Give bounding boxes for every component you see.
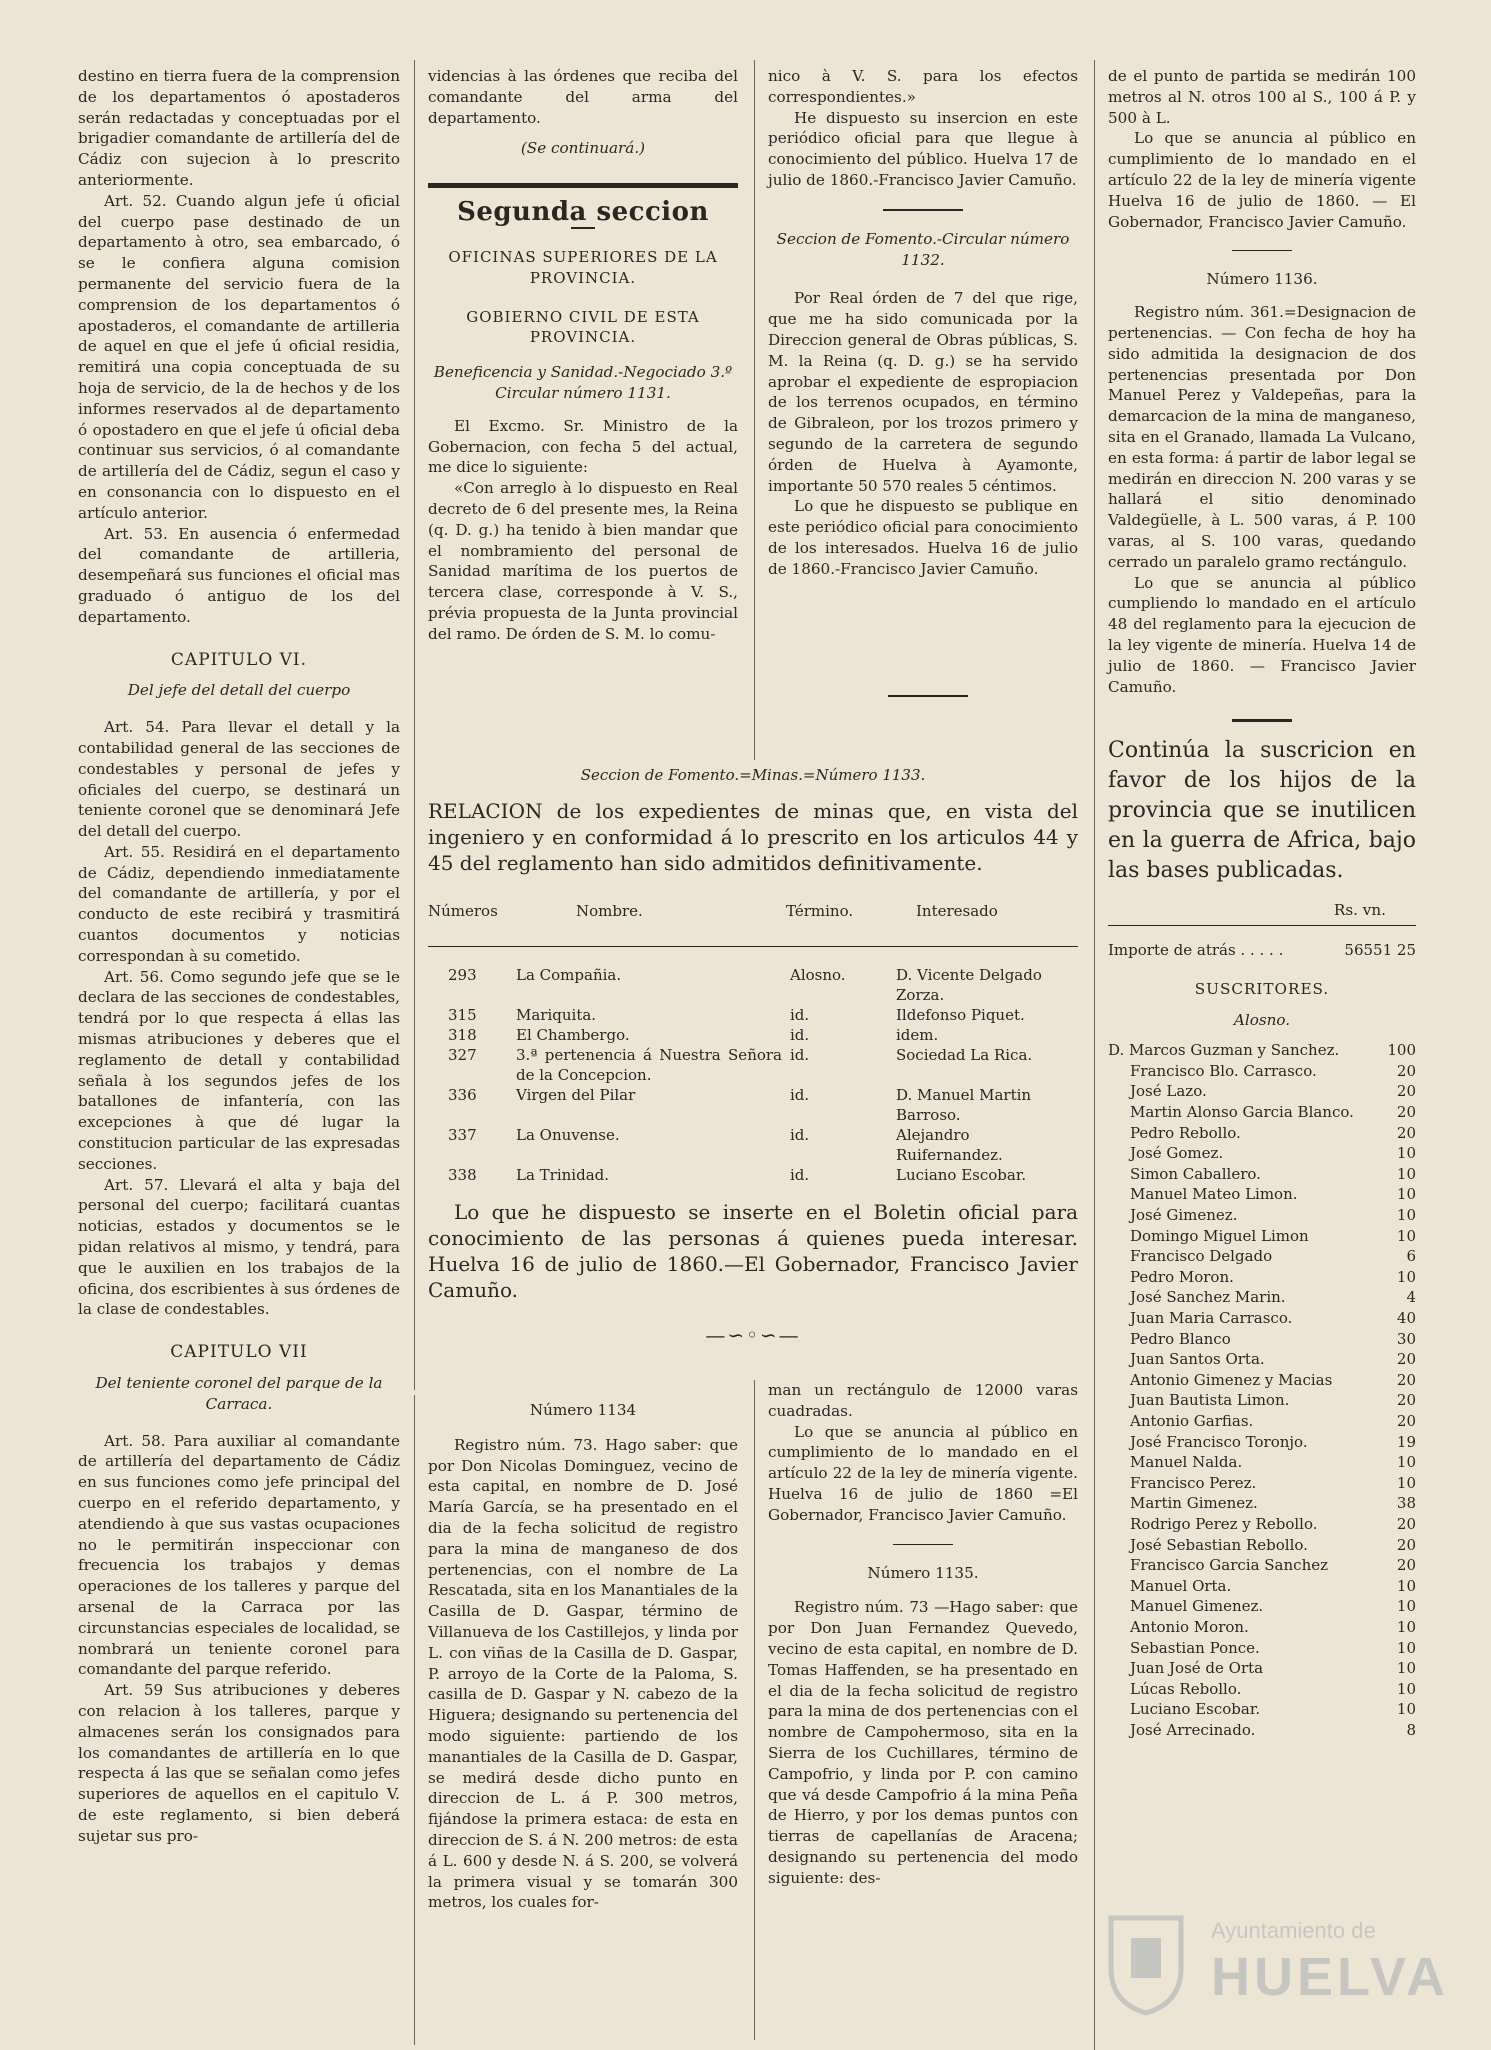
subscriber-name: José Lazo. <box>1130 1082 1207 1101</box>
subscriber-name: José Francisco Toronjo. <box>1130 1432 1308 1451</box>
short-divider <box>571 227 595 229</box>
mina-interesado: idem. <box>896 1026 939 1044</box>
list-item <box>1108 1390 1416 1411</box>
column-4 <box>1108 66 1416 1740</box>
list-item <box>1108 1329 1416 1350</box>
numero-1135-heading: Número 1135. <box>867 1563 979 1582</box>
mina-interesado: Sociedad La Rica. <box>896 1046 1033 1064</box>
importe-value: 56551 25 <box>1344 941 1416 960</box>
chapter-6-heading: CAPITULO VI. <box>170 649 308 670</box>
subscriber-name: Manuel Nalda. <box>1130 1453 1243 1472</box>
col2-paragraph-2: «Con arreglo à lo dispuesto en Real decreto de 6 del presente mes, la Reina (q. D. g.) ha tenido à bien mandar que el nombramiento del personal de Sanidad marítima de los puertos de tercera clase, corresponde à V. S., prévia propuesta de la Junta provincial del ramo. De órden de S. M. lo comu- <box>428 479 738 643</box>
column-rule <box>1094 60 1095 2050</box>
ornament-divider: —∽◦∽— <box>705 1323 801 1347</box>
subscriber-name: Francisco Delgado <box>1130 1247 1273 1266</box>
subscriber-amount: 20 <box>1396 1370 1416 1389</box>
subscriber-amount: 10 <box>1396 1473 1416 1492</box>
subscriber-name: Juan Bautista Limon. <box>1130 1391 1290 1410</box>
list-item <box>1108 1143 1416 1164</box>
subscriber-amount: 10 <box>1396 1267 1416 1286</box>
fomento-circular-heading: Seccion de Fomento.-Circular número 1132. <box>776 229 1070 269</box>
minas-table-body <box>428 947 1078 1186</box>
mina-termino: id. <box>790 1166 810 1184</box>
subscriber-amount: 10 <box>1396 1679 1416 1698</box>
article-58: Art. 58. Para auxiliar al comandante de artillería del departamento de Cádiz en sus funciones como jefe principal del cuerpo en el referido departamento, y atendiendo à que sus vastas ocupaciones no le permitirán inspeccionar con frecuencia los trabajos y demas operaciones de los talleres y parque del arsenal de la Carraca por las circunstancias especiales de localidad, se nombrará un teniente coronel para comandante del parque referido. <box>78 1431 400 1679</box>
subscriber-amount: 38 <box>1396 1494 1416 1513</box>
subscriber-name: Francisco Perez. <box>1130 1473 1257 1492</box>
subscriber-amount: 6 <box>1406 1247 1416 1266</box>
suscritores-heading: SUSCRITORES. <box>1194 979 1330 998</box>
table-row <box>428 1165 1078 1185</box>
mina-name: Virgen del Pilar <box>516 1086 636 1104</box>
subscriber-amount: 100 <box>1387 1041 1416 1060</box>
subscriber-amount: 20 <box>1396 1411 1416 1430</box>
mina-termino: id. <box>790 1086 810 1104</box>
subscriber-name: Sebastian Ponce. <box>1130 1638 1260 1657</box>
mina-number: 315 <box>448 1006 477 1024</box>
section-divider <box>428 183 738 188</box>
mina-termino: id. <box>790 1026 810 1044</box>
article-53: Art. 53. En ausencia ó enfermedad del comandante de artilleria, desempeñará sus funciones el oficial mas graduado ó antiguo de los del departamento. <box>78 524 400 626</box>
mina-name: El Chambergo. <box>516 1026 630 1044</box>
subscriber-name: Antonio Moron. <box>1130 1617 1249 1636</box>
section-heading: Segunda seccion <box>457 197 709 228</box>
subscriber-name: Martin Gimenez. <box>1130 1494 1258 1513</box>
subscriber-amount: 10 <box>1396 1226 1416 1245</box>
importe-label: Importe de atrás . . . . . <box>1108 941 1284 960</box>
subscriber-name: José Gimenez. <box>1130 1206 1238 1225</box>
subscriber-amount: 20 <box>1396 1123 1416 1142</box>
numero-1135-text: Registro núm. 73 —Hago saber: que por Don Juan Fernandez Quevedo, vecino de esta capital, en nombre de D. Tomas Haffenden, se ha presentado en el dia de la fecha solicitud de registro para la mina de dos pertenencias con el nombre de Campohermoso, sita en la Sierra de los Cuchillares, término de Campofrio, y linda por P. con camino que vá desde Campofrio á la mina Peña de Hierro, y por los demas puntos con tierras de capellanías de Aracena; designando su pertenencia del modo siguiente: des- <box>768 1598 1078 1887</box>
list-item <box>1108 1349 1416 1370</box>
subscriber-amount: 20 <box>1396 1061 1416 1080</box>
subscriber-amount: 10 <box>1396 1185 1416 1204</box>
importe-row <box>1108 940 1416 961</box>
subscriber-amount: 19 <box>1396 1432 1416 1451</box>
watermark-line-1: Ayuntamiento de <box>1211 1918 1376 1943</box>
list-item <box>1108 1123 1416 1144</box>
mina-name: La Onuvense. <box>516 1126 620 1144</box>
bottom-column-3 <box>768 1380 1078 1889</box>
short-divider <box>893 1544 953 1545</box>
subscriber-amount: 10 <box>1396 1659 1416 1678</box>
column-1 <box>78 66 400 1847</box>
subscriber-amount: 20 <box>1396 1082 1416 1101</box>
subscriber-amount: 10 <box>1396 1617 1416 1636</box>
list-item <box>1108 1452 1416 1473</box>
article-59: Art. 59 Sus atribuciones y deberes con relacion à los talleres, parque y almacenes serán los consignados para los comandantes de artillería en lo que respecta á las que se señalan como jefes superiores de aquellos en el capitulo V. de este reglamento, si bien deberá sujetar sus pro- <box>78 1681 400 1845</box>
table-row <box>428 1085 1078 1125</box>
chapter-7-heading: CAPITULO VII <box>170 1342 308 1363</box>
suscricion-heading: Continúa la suscricion en favor de los hijos de la provincia que se inutilicen en la guerra de Africa, bajo las bases publicadas. <box>1108 738 1416 884</box>
bottom3-top-text: man un rectángulo de 12000 varas cuadradas. <box>768 1381 1078 1420</box>
subscriber-name: Manuel Gimenez. <box>1130 1597 1264 1616</box>
subscriber-name: Pedro Moron. <box>1130 1267 1234 1286</box>
subscriber-amount: 4 <box>1406 1288 1416 1307</box>
subscriber-name: Lúcas Rebollo. <box>1130 1679 1242 1698</box>
subscriber-amount: 10 <box>1396 1144 1416 1163</box>
short-divider <box>883 209 963 211</box>
subscriber-amount: 10 <box>1396 1700 1416 1719</box>
table-row <box>428 1125 1078 1165</box>
subscriber-name: Manuel Mateo Limon. <box>1130 1185 1298 1204</box>
divider <box>1108 925 1416 926</box>
oficinas-heading: OFICINAS SUPERIORES DE LA PROVINCIA. <box>448 247 718 287</box>
mina-interesado: D. Vicente Delgado Zorza. <box>896 966 1042 1004</box>
mina-interesado: D. Manuel Martin Barroso. <box>896 1086 1032 1124</box>
table-row <box>428 1005 1078 1025</box>
subscriber-name: Martin Alonso Garcia Blanco. <box>1130 1103 1354 1122</box>
subscriber-name: Simon Caballero. <box>1130 1164 1261 1183</box>
column-header: Interesado <box>886 902 1078 947</box>
list-item <box>1108 1308 1416 1329</box>
subscriber-name: Juan Santos Orta. <box>1130 1350 1265 1369</box>
mina-name: 3.ª pertenencia á Nuestra Señora de la Concepcion. <box>516 1046 782 1084</box>
subscriber-name: Manuel Orta. <box>1130 1576 1232 1595</box>
chapter-7-subtitle: Del teniente coronel del parque de la Carraca. <box>95 1374 383 1413</box>
mina-number: 318 <box>448 1026 477 1044</box>
column-header: Números <box>428 902 506 947</box>
list-item <box>1108 1081 1416 1102</box>
subscriber-amount: 10 <box>1396 1164 1416 1183</box>
article-57: Art. 57. Llevará el alta y baja del personal del cuerpo; facilitará cuantas noticias, estados y documentos se le pidan relativos al mismo, y tendrá, para que le auxilien en los trabajos de la oficina, dos escribientes à sus órdenes de la clase de condestables. <box>78 1175 400 1319</box>
subscriber-amount: 10 <box>1396 1206 1416 1225</box>
bottom3-paragraph-1: Lo que se anuncia al público en cumplimiento de lo mandado en el artículo 22 de la ley de minería vigente. Huelva 16 de julio de 1860 =El Gobernador, Francisco Javier Camuño. <box>768 1422 1078 1524</box>
list-item <box>1108 1370 1416 1391</box>
subscriber-name: José Arrecinado. <box>1130 1720 1256 1739</box>
table-row <box>428 1025 1078 1045</box>
subscriber-name: Antonio Garfias. <box>1130 1411 1254 1430</box>
list-item <box>1108 1658 1416 1679</box>
mina-number: 338 <box>448 1166 477 1184</box>
subscriber-name: Antonio Gimenez y Macias <box>1130 1370 1333 1389</box>
list-item <box>1108 1205 1416 1226</box>
relacion-block <box>428 766 1078 1347</box>
mina-name: La Trinidad. <box>516 1166 610 1184</box>
subscriber-amount: 20 <box>1396 1514 1416 1533</box>
shield-icon <box>1101 1908 1191 2018</box>
col2-top-text: videncias à las órdenes que reciba del comandante del arma del departamento. <box>428 67 738 127</box>
column-rule <box>414 60 415 1390</box>
subscriber-amount: 20 <box>1396 1391 1416 1410</box>
mina-termino: Alosno. <box>790 966 846 984</box>
alosno-heading: Alosno. <box>1233 1010 1291 1029</box>
mina-termino: id. <box>790 1046 810 1064</box>
list-item <box>1108 1638 1416 1659</box>
subscriber-list <box>1108 1040 1416 1740</box>
article-52: Art. 52. Cuando algun jefe ú oficial del cuerpo pase destinado de un departamento à otro, sea embarcado, ó se le confiera alguna comision permanente del servicio fuera de la comprension de los departamentos ó apostaderos, el comandante de artilleria de aquel en que el jefe ú oficial residia, remitirá una copia conceptuada de su hoja de servicio, de la de hechos y de los informes reservados al de departamento ó opostadero en que el jefe ú oficial deba continuar sus servicios, ó al comandante de artillería del de Cádiz, segun el caso y en consonancia con lo dispuesto en el artículo anterior. <box>78 191 400 522</box>
list-item <box>1108 1102 1416 1123</box>
subscriber-name: D. Marcos Guzman y Sanchez. <box>1108 1041 1340 1060</box>
col4-paragraph-2: Registro núm. 361.=Designacion de pertenencias. — Con fecha de hoy ha sido admitida la designacion de dos pertenencias presentada por Don Manuel Perez y Valdepeñas, para la demarcacion de la mina de manganeso, sita en el Granado, llamada La Vulcano, en esta forma: á partir de labor legal se medirán en direccion N. 200 varas y se hallará el sitio denominado Valdegüelle, à L. 500 varas, á P. 100 varas, al S. 100 varas, quedando cerrado un paralelo gramo rectángulo. <box>1108 303 1416 571</box>
subscriber-name: José Sebastian Rebollo. <box>1130 1535 1308 1554</box>
subscriber-name: Luciano Escobar. <box>1130 1700 1261 1719</box>
column-header: Término. <box>786 902 886 947</box>
subscriber-amount: 20 <box>1396 1103 1416 1122</box>
column-2 <box>428 66 738 645</box>
subscriber-amount: 10 <box>1396 1638 1416 1657</box>
subscriber-amount: 10 <box>1396 1597 1416 1616</box>
mina-number: 337 <box>448 1126 477 1144</box>
ayuntamiento-watermark <box>1101 1908 1449 2018</box>
col4-paragraph-1: Lo que se anuncia al público en cumplimiento de lo mandado en el artículo 22 de la ley de minería vigente Huelva 16 de julio de 1860. — El Gobernador, Francisco Javier Camuño. <box>1108 129 1416 231</box>
list-item <box>1108 1411 1416 1432</box>
subscriber-name: Pedro Rebollo. <box>1130 1123 1241 1142</box>
mina-name: La Compañia. <box>516 966 622 984</box>
column-header: Nombre. <box>506 902 786 947</box>
mina-number: 327 <box>448 1046 477 1064</box>
col4-top-text: de el punto de partida se medirán 100 metros al N. otros 100 al S., 100 á P. y 500 à L. <box>1108 67 1416 127</box>
list-item <box>1108 1699 1416 1720</box>
article-56: Art. 56. Como segundo jefe que se le declara de las secciones de condestables, tendrá por lo que respecta á ellas las mismas atribuciones y deberes que el reglamento de detall y contabilidad señala à los segundos jefes de los batallones de infantería, con las excepciones à que dé lugar la constitucion particular de las expresadas secciones. <box>78 967 400 1173</box>
article-55: Art. 55. Residirá en el departamento de Cádiz, dependiendo inmediatamente del comandante de artillería, y por el conducto de este recibirá y trasmitirá cuantos documentos y noticias correspondan à su cometido. <box>78 842 400 965</box>
subscriber-amount: 40 <box>1396 1309 1416 1328</box>
subscriber-amount: 8 <box>1406 1720 1416 1739</box>
list-item <box>1108 1287 1416 1308</box>
subscriber-name: José Gomez. <box>1130 1144 1224 1163</box>
list-item <box>1108 1226 1416 1247</box>
table-row <box>428 1045 1078 1085</box>
col3-top-text: nico à V. S. para los efectos correspondientes.» <box>768 67 1078 106</box>
short-divider <box>1232 719 1292 722</box>
mina-number: 336 <box>448 1086 477 1104</box>
short-divider <box>888 695 968 697</box>
list-item <box>1108 1596 1416 1617</box>
short-divider <box>1232 250 1292 251</box>
subscriber-amount: 10 <box>1396 1576 1416 1595</box>
list-item <box>1108 1555 1416 1576</box>
bottom-column-2 <box>428 1400 738 1913</box>
col1-intro: destino en tierra fuera de la comprension de los departamentos ó apostaderos serán redactadas y conceptuadas por el brigadier comandante de artillería del de Cádiz con sujecion à lo prescrito anteriormente. <box>78 67 400 189</box>
list-item <box>1108 1184 1416 1205</box>
subscriber-name: Juan José de Orta <box>1130 1659 1264 1678</box>
rs-vn-label: Rs. vn. <box>1333 901 1386 920</box>
subscriber-name: Pedro Blanco <box>1130 1329 1231 1348</box>
mina-name: Mariquita. <box>516 1006 597 1024</box>
col4-paragraph-3: Lo que se anuncia al público cumpliendo lo mandado en el artículo 48 del reglamento para la ejecucion de la ley vigente de minería. Huelva 14 de julio de 1860. — Francisco Javier Camuño. <box>1108 573 1416 696</box>
list-item <box>1108 1679 1416 1700</box>
subscriber-amount: 20 <box>1396 1535 1416 1554</box>
list-item <box>1108 1040 1416 1061</box>
subscriber-name: José Sanchez Marin. <box>1130 1288 1286 1307</box>
mina-number: 293 <box>448 966 477 984</box>
col3-paragraph-3: Lo que he dispuesto se publique en este periódico oficial para conocimiento de los interesados. Huelva 16 de julio de 1860.-Francisco Javier Camuño. <box>768 497 1078 578</box>
subscriber-name: Juan Maria Carrasco. <box>1130 1309 1293 1328</box>
column-rule <box>754 60 755 760</box>
list-item <box>1108 1617 1416 1638</box>
col3-paragraph-2: Por Real órden de 7 del que rige, que me ha sido comunicada por la Direccion general de Obras públicas, S. M. la Reina (q. D. g.) se ha servido aprobar el expediente de espropiacion de los terrenos ocupados, en término de Gibraleon, por los trozos primero y segundo de la carretera de segundo órden de Huelva à Ayamonte, importante 50 570 reales 5 céntimos. <box>768 289 1078 495</box>
list-item <box>1108 1720 1416 1741</box>
relacion-title: RELACION de los expedientes de minas que, en vista del ingeniero y en conformidad á lo prescrito en los articulos 44 y 45 del reglamento han sido admitidos definitivamente. <box>428 799 1078 875</box>
list-item <box>1108 1432 1416 1453</box>
col2-paragraph-1: El Excmo. Sr. Ministro de la Gobernacion, con fecha 5 del actual, me dice lo siguiente: <box>428 416 738 477</box>
subscriber-amount: 10 <box>1396 1453 1416 1472</box>
column-rule <box>414 1395 415 2045</box>
list-item <box>1108 1267 1416 1288</box>
column-3 <box>768 66 1078 580</box>
mina-termino: id. <box>790 1006 810 1024</box>
watermark-line-2: HUELVA <box>1211 1947 1449 2007</box>
list-item <box>1108 1061 1416 1082</box>
list-item <box>1108 1493 1416 1514</box>
mina-interesado: Ildefonso Piquet. <box>896 1006 1025 1024</box>
chapter-6-subtitle: Del jefe del detall del cuerpo <box>127 681 351 700</box>
numero-1134-text: Registro núm. 73. Hago saber: que por Don Nicolas Dominguez, vecino de esta capital, en nombre de D. José María García, se ha presentado en el dia de la fecha solicitud de registro para la mina de manganeso de dos pertenencias, con el nombre de La Rescatada, sita en los Manantiales de la Casilla de D. Gaspar, término de Villanueva de los Castillejos, y linda por L. con viñas de la Casilla de D. Gaspar, P. arroyo de la Corte de la Paloma, S. casilla de D. Gaspar y N. cabezo de la Higuera; designando su pertenencia del modo siguiente: partiendo de los manantiales de la Casilla de D. Gaspar, se medirá desde dicho punto en direccion de L. á P. 300 metros, fijándose la primera estaca: de esta en direccion de S. á N. 200 metros: de esta á L. 600 y desde N. á S. 200, se volverá la primera visual y se tomarán 300 metros, los cuales for- <box>428 1435 738 1912</box>
list-item <box>1108 1164 1416 1185</box>
subscriber-amount: 30 <box>1396 1329 1416 1348</box>
numero-1134-heading: Número 1134 <box>529 1401 637 1419</box>
negociado-line: Beneficencia y Sanidad.-Negociado 3.º Circular número 1131. <box>433 363 733 402</box>
list-item <box>1108 1246 1416 1267</box>
relacion-header: Seccion de Fomento.=Minas.=Número 1133. <box>580 766 926 784</box>
mina-termino: id. <box>790 1126 810 1144</box>
col3-paragraph-1: He dispuesto su insercion en este periódico oficial para que llegue à conocimiento del público. Huelva 17 de julio de 1860.-Francisco Javier Camuño. <box>768 108 1078 189</box>
numero-1136-heading: Número 1136. <box>1206 270 1318 289</box>
continuara-note: (Se continuará.) <box>520 139 646 158</box>
subscriber-name: Rodrigo Perez y Rebollo. <box>1130 1514 1318 1533</box>
subscriber-amount: 20 <box>1396 1350 1416 1369</box>
subscriber-name: Domingo Miguel Limon <box>1130 1226 1309 1245</box>
article-54: Art. 54. Para llevar el detall y la contabilidad general de las secciones de condestables y personal de jefes y oficiales del cuerpo, se destinará un teniente coronel que se denominará Jefe del detall del cuerpo. <box>78 718 400 841</box>
gobierno-heading: GOBIERNO CIVIL DE ESTA PROVINCIA. <box>466 307 700 347</box>
table-row <box>428 965 1078 1005</box>
list-item <box>1108 1473 1416 1494</box>
subscriber-name: Francisco Blo. Carrasco. <box>1130 1061 1317 1080</box>
column-rule <box>754 1380 755 2040</box>
minas-table <box>428 902 1078 1185</box>
subscriber-name: Francisco Garcia Sanchez <box>1130 1556 1329 1575</box>
mina-interesado: Alejandro Ruifernandez. <box>896 1126 1003 1164</box>
relacion-footer: Lo que he dispuesto se inserte en el Boletin oficial para conocimiento de las personas á quienes pueda interesar. Huelva 16 de julio de 1860.—El Gobernador, Francisco Javier Camuño. <box>428 1200 1078 1302</box>
mina-interesado: Luciano Escobar. <box>896 1166 1027 1184</box>
list-item <box>1108 1576 1416 1597</box>
subscriber-amount: 20 <box>1396 1556 1416 1575</box>
list-item <box>1108 1535 1416 1556</box>
list-item <box>1108 1514 1416 1535</box>
